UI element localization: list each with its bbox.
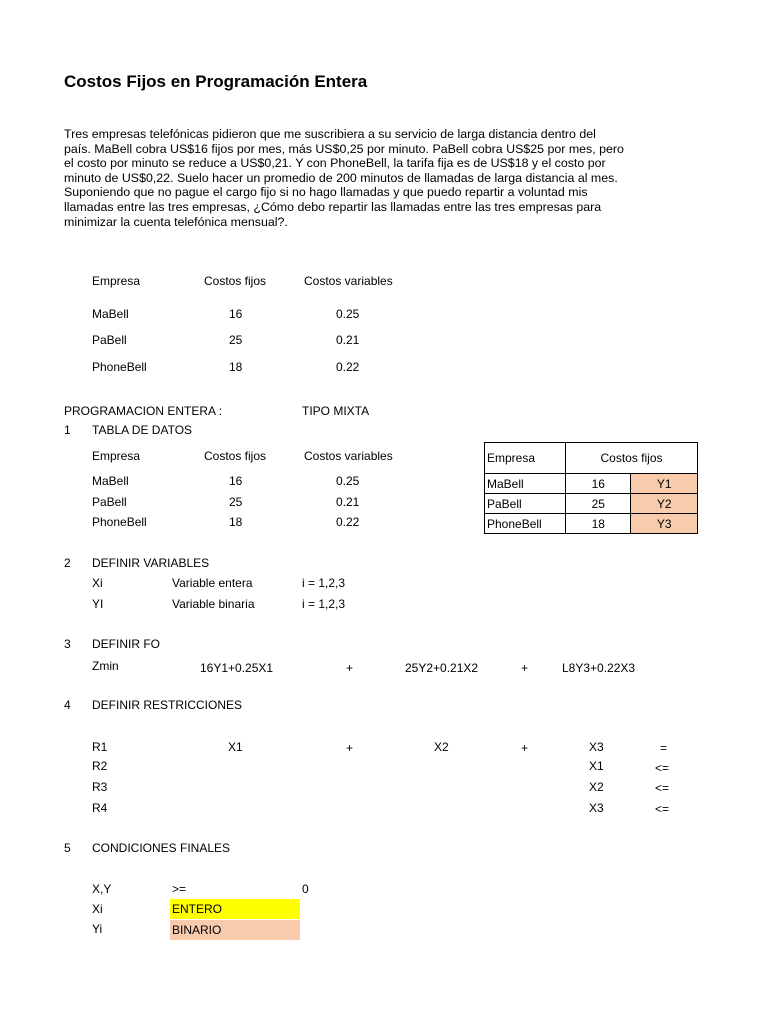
fixed-cost: 18 [566,514,631,534]
step-number: 5 [64,841,71,855]
fixed-cost: 18 [229,360,243,374]
paragraph-line: minimizar la cuenta telefónica mensual?. [64,214,288,229]
restriction-term: X2 [589,780,604,794]
company-name: PhoneBell [485,514,566,534]
variable-description: Variable entera [172,576,253,590]
header-costos-variables: Costos variables [304,449,393,463]
fixed-cost: 25 [229,333,243,347]
paragraph-line: minuto de US$0,22. Suelo hacer un promedio de 200 minutos de llamadas de larga distancia al mes. [64,170,618,185]
plus-sign: + [521,741,529,755]
variable-cost: 0.22 [336,515,360,529]
prog-label: PROGRAMACION ENTERA : [64,404,223,418]
restriction-operator: <= [655,802,670,816]
objective-term: L8Y3+0.22X3 [562,661,636,675]
company-name: PhoneBell [92,360,147,374]
company-name: PhoneBell [92,515,147,529]
table-row [485,474,698,494]
fixed-cost: 16 [229,474,243,488]
step-label: CONDICIONES FINALES [92,841,231,855]
fixed-cost: 16 [229,307,243,321]
step-number: 1 [64,423,71,437]
step-label: DEFINIR FO [92,637,160,651]
header-costos-fijos: Costos fijos [204,449,267,463]
prog-tipo: TIPO MIXTA [302,404,370,418]
restriction-term: X2 [434,740,449,754]
fixed-cost: 25 [566,494,631,514]
restriction-name: R4 [92,801,108,815]
objective-term: 16Y1+0.25X1 [200,661,274,675]
binary-variable: Y1 [631,474,698,494]
paragraph-line: país. MaBell cobra US$16 fijos por mes, más US$0,25 por minuto. PaBell cobra US$25 por mes, pero [64,141,624,156]
table-row [485,514,698,534]
restriction-name: R1 [92,740,108,754]
company-name: MaBell [92,474,129,488]
company-name: PaBell [92,495,127,509]
binary-cost-table [484,442,698,534]
plus-sign: + [346,661,354,675]
objective-term: 25Y2+0.21X2 [405,661,479,675]
fixed-cost: 25 [229,495,243,509]
restriction-name: R2 [92,759,108,773]
problem-statement [64,127,654,229]
objective-name: Zmin [92,659,119,673]
variable-cost: 0.21 [336,333,360,347]
step-label: TABLA DE DATOS [92,423,193,437]
plus-sign: + [346,741,354,755]
restriction-term: X3 [589,740,604,754]
company-name: MaBell [485,474,566,494]
table-header-costos-fijos: Costos fijos [566,443,698,474]
variable-range: i = 1,2,3 [302,597,346,611]
variable-symbol: YI [92,597,104,611]
final-symbol: Yi [92,922,103,936]
variable-cost: 0.22 [336,360,360,374]
header-empresa: Empresa [92,274,141,288]
step-number: 2 [64,556,71,570]
restriction-operator: = [660,741,668,755]
step-label: DEFINIR VARIABLES [92,556,210,570]
paragraph-line: Suponiendo que no pague el cargo fijo si no hago llamadas y que puedo repartir a voluntad mis [64,185,588,200]
step-number: 4 [64,698,71,712]
binario-cell: BINARIO [170,920,300,940]
header-empresa: Empresa [92,449,141,463]
fixed-cost: 18 [229,515,243,529]
restriction-term: X1 [228,740,243,754]
variable-symbol: Xi [92,576,103,590]
final-symbol: Xi [92,902,103,916]
company-name: PaBell [92,333,127,347]
restriction-operator: <= [655,761,670,775]
step-label: DEFINIR RESTRICCIONES [92,698,243,712]
table-row [485,494,698,514]
entero-cell: ENTERO [170,899,300,919]
variable-range: i = 1,2,3 [302,576,346,590]
variable-description: Variable binaria [172,597,255,611]
restriction-operator: <= [655,781,670,795]
binary-variable: Y2 [631,494,698,514]
header-costos-fijos: Costos fijos [204,274,267,288]
restriction-term: X3 [589,801,604,815]
variable-cost: 0.21 [336,495,360,509]
variable-cost: 0.25 [336,474,360,488]
header-costos-variables: Costos variables [304,274,393,288]
plus-sign: + [521,661,529,675]
final-operator: >= [172,882,187,896]
fixed-cost: 16 [566,474,631,494]
binary-variable: Y3 [631,514,698,534]
page-title: Costos Fijos en Programación Entera [64,72,368,91]
final-value: 0 [302,882,309,896]
paragraph-line: Tres empresas telefónicas pidieron que me suscribiera a su servicio de larga distancia dentro del [64,127,596,141]
step-number: 3 [64,637,71,651]
table-header-empresa: Empresa [485,443,566,474]
final-symbol: X,Y [92,882,112,896]
company-name: MaBell [92,307,129,321]
variable-cost: 0.25 [336,307,360,321]
paragraph-line: llamadas entre las tres empresas, ¿Cómo debo repartir las llamadas entre las tres empresas para [64,199,602,214]
company-name: PaBell [485,494,566,514]
restriction-name: R3 [92,780,108,794]
paragraph-line: el costo por minuto se reduce a US$0,21. Y con PhoneBell, la tarifa fija es de US$18 y el costo por [64,156,606,171]
restriction-term: X1 [589,759,604,773]
